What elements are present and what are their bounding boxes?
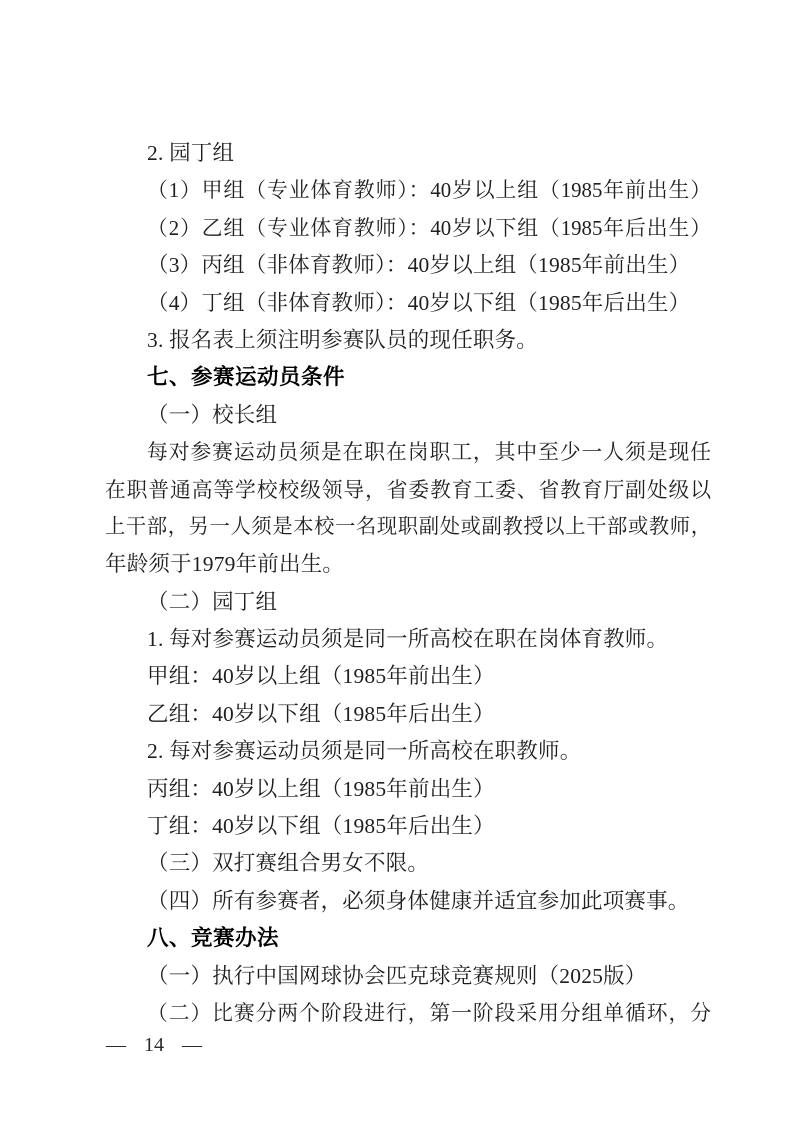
doc-line-list-item: （1）甲组（专业体育教师）：40岁以上组（1985年前出生） [147,179,711,203]
doc-line-list-item: 丙组：40岁以上组（1985年前出生） [147,776,495,801]
doc-line-list-item: （2）乙组（专业体育教师）：40岁以下组（1985年后出生） [147,216,711,240]
doc-line-subheading: （三）双打赛组合男女不限。 [147,851,430,876]
doc-line-paragraph: 上干部，另一人须是本校一名现职副处或副教授以上干部或教师， [105,515,711,538]
page-footer [106,1032,202,1058]
doc-line-subheading: （一）校长组 [147,402,278,427]
footer-dash-left: — [106,1034,126,1056]
doc-line-list-item: 2. 每对参赛运动员须是同一所高校在职教师。 [147,739,582,764]
section-heading-7: 七、参赛运动员条件 [147,365,346,390]
doc-line-paragraph: （二）比赛分两个阶段进行，第一阶段采用分组单循环，分 [147,1001,711,1025]
doc-line-list-item: 丁组：40岁以下组（1985年后出生） [147,814,495,839]
doc-line-list-item: 甲组：40岁以上组（1985年前出生） [147,664,495,689]
doc-line-list-item: 3. 报名表上须注明参赛队员的现任职务。 [147,327,539,352]
doc-line-list-item: （4）丁组（非体育教师）：40岁以下组（1985年后出生） [147,290,691,315]
section-heading-8: 八、竞赛办法 [147,926,280,951]
doc-line-list-item: （3）丙组（非体育教师）：40岁以上组（1985年前出生） [147,253,691,278]
doc-line-list-item: 2. 园丁组 [147,141,235,165]
document-body [105,135,711,1032]
footer-dash-right: — [182,1034,202,1056]
doc-line-list-item: 乙组：40岁以下组（1985年后出生） [147,701,495,726]
page-number: 14 [144,1034,164,1056]
doc-line-paragraph: 每对参赛运动员须是在职在岗职工，其中至少一人须是现任 [147,441,711,465]
doc-line-subheading: （二）园丁组 [147,589,278,614]
doc-line-subheading: （一）执行中国网球协会匹克球竞赛规则（2025版） [147,963,647,988]
doc-line-list-item: 1. 每对参赛运动员须是同一所高校在职在岗体育教师。 [147,627,669,652]
doc-line-subheading: （四）所有参赛者，必须身体健康并适宜参加此项赛事。 [147,888,690,913]
doc-line-paragraph: 年龄须于1979年前出生。 [105,552,345,577]
doc-line-paragraph: 在职普通高等学校校级领导，省委教育工委、省教育厅副处级以 [105,478,711,502]
